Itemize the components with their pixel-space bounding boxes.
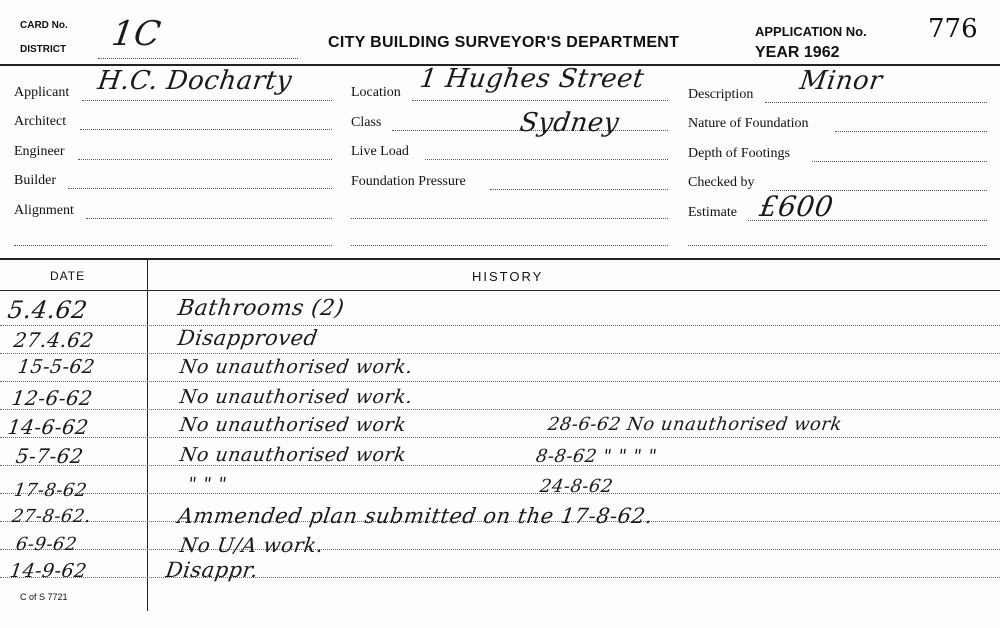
history-extra: 8-8-62 " " " " [534, 446, 659, 467]
history-date: 12-6-62 [10, 386, 95, 410]
depth-of-footings-label: Depth of Footings [688, 146, 790, 161]
year-label: YEAR 1962 [755, 44, 840, 61]
applicant-value: H.C. Docharty [95, 66, 294, 96]
checked-by-label: Checked by [688, 175, 755, 190]
history-extra: 28-6-62 No unauthorised work [546, 414, 844, 435]
history-extra: 24-8-62 [538, 476, 615, 497]
location-value-line2: Sydney [517, 108, 622, 138]
district-label: DISTRICT [20, 44, 67, 55]
history-entry: No unauthorised work. [178, 356, 415, 378]
history-top-rule [0, 258, 1000, 260]
department-title: CITY BUILDING SURVEYOR'S DEPARTMENT [328, 34, 680, 51]
date-header: DATE [50, 269, 86, 283]
application-number: 776 [928, 14, 978, 44]
history-date: 15-5-62 [16, 356, 97, 378]
history-entry: No unauthorised work [178, 414, 408, 436]
history-entry: Disappr. [164, 558, 260, 582]
form-code: C of S 7721 [20, 592, 68, 602]
alignment-label: Alignment [14, 203, 74, 218]
class-label: Class [351, 115, 382, 130]
history-date: 6-9-62 [14, 534, 79, 555]
history-date: 5-7-62 [14, 444, 86, 468]
location-label: Location [351, 85, 401, 100]
description-label: Description [688, 87, 754, 102]
history-date: 5.4.62 [6, 296, 90, 324]
application-label: APPLICATION No. [755, 24, 867, 39]
description-value: Minor [797, 66, 885, 96]
history-date: 14-6-62 [6, 415, 91, 439]
history-date: 17-8-62 [12, 480, 89, 501]
estimate-label: Estimate [688, 205, 737, 220]
card-no-label: CARD No. [20, 20, 68, 31]
history-entry: No unauthorised work. [178, 386, 415, 408]
history-date: 27.4.62 [12, 328, 96, 352]
card-no-value: 1C [109, 14, 164, 54]
history-entry: Disapproved [176, 326, 320, 350]
applicant-label: Applicant [14, 85, 70, 100]
location-value: 1 Hughes Street [417, 64, 647, 94]
history-date: 14-9-62 [8, 560, 89, 582]
builder-label: Builder [14, 173, 56, 188]
history-entry: " " " [186, 474, 229, 495]
date-column-divider [147, 259, 148, 611]
history-entry: Bathrooms (2) [176, 296, 346, 321]
estimate-value: £600 [757, 190, 836, 223]
live-load-label: Live Load [351, 144, 409, 159]
history-entry: No U/A work. [178, 533, 326, 557]
history-date: 27-8-62. [10, 506, 93, 527]
history-header-rule [0, 290, 1000, 291]
history-entry: Ammended plan submitted on the 17-8-62. [176, 504, 655, 528]
architect-label: Architect [14, 114, 67, 129]
nature-of-foundation-label: Nature of Foundation [688, 116, 809, 131]
engineer-label: Engineer [14, 144, 65, 159]
history-header: HISTORY [472, 269, 544, 284]
foundation-pressure-label: Foundation Pressure [351, 174, 466, 189]
history-entry: No unauthorised work [178, 444, 408, 466]
